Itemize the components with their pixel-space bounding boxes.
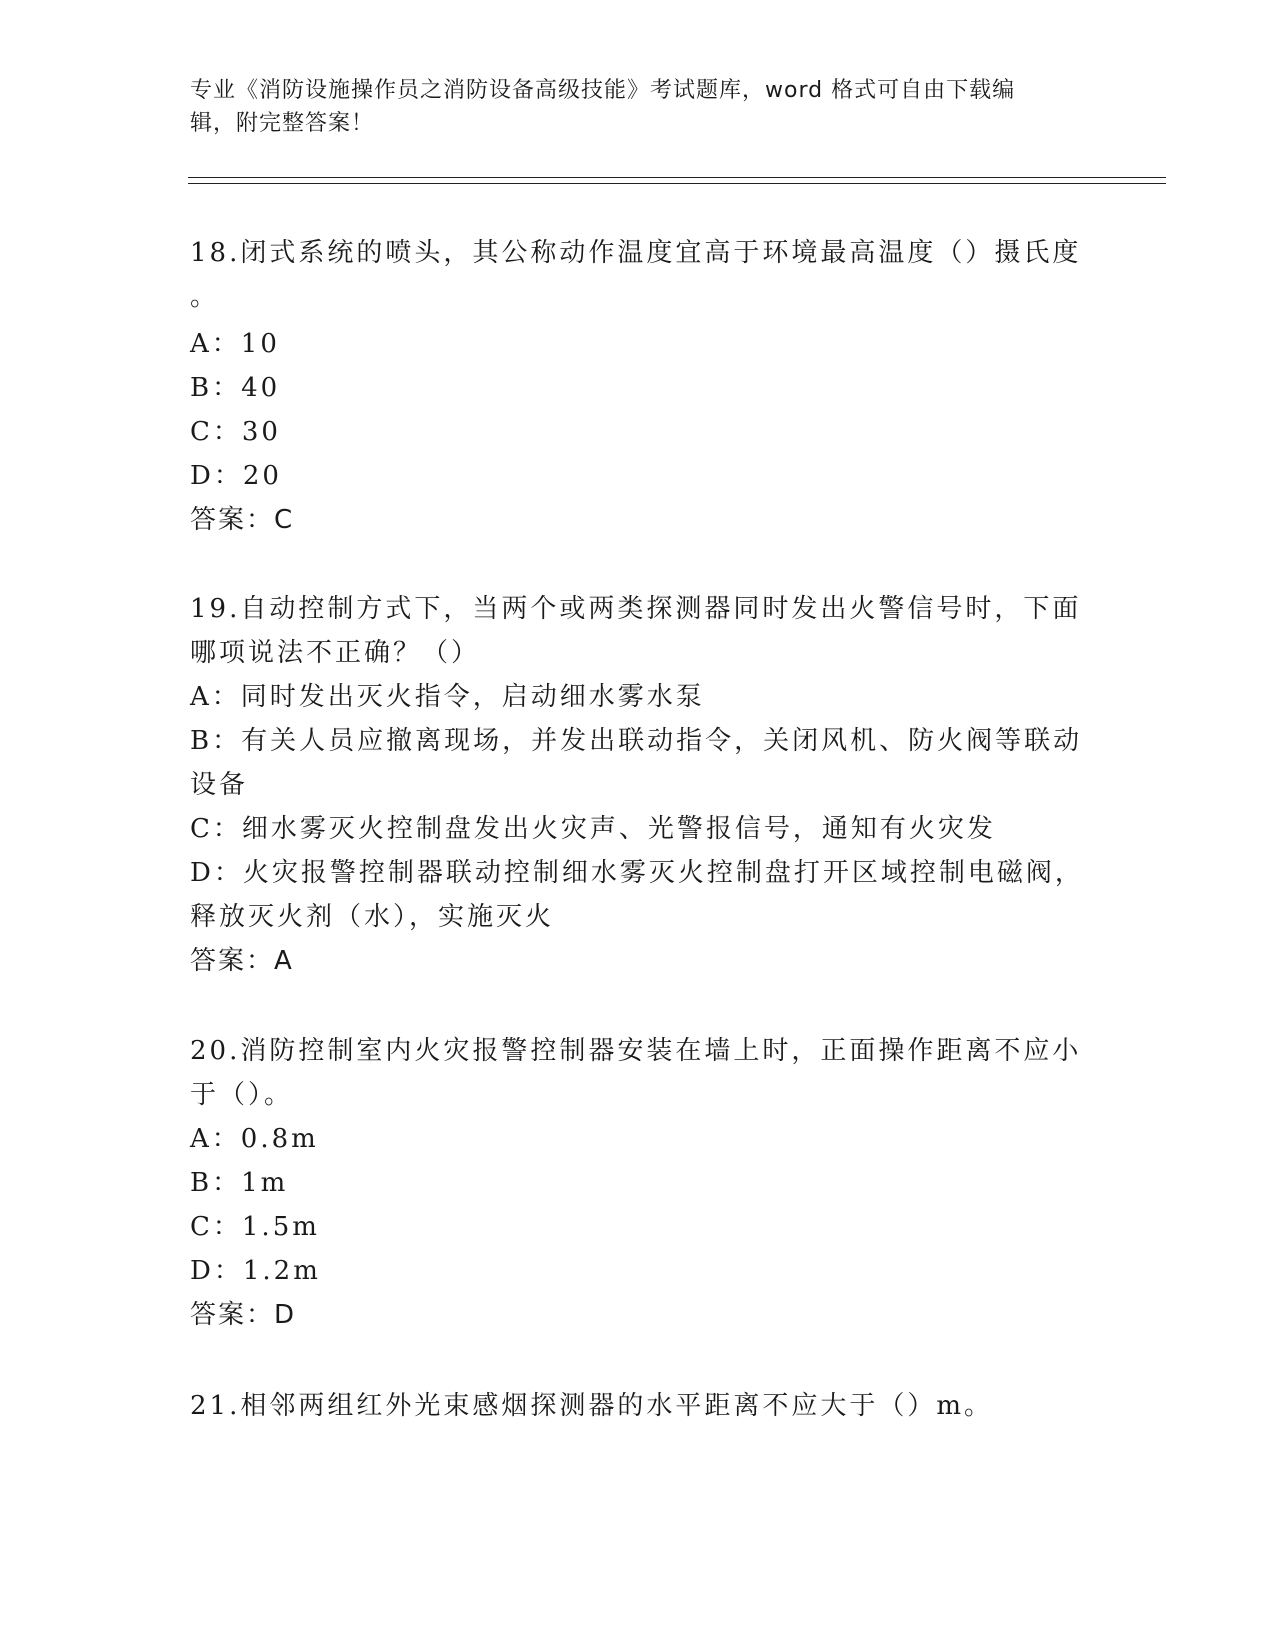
question-20-stem-line-2: 于（）。 xyxy=(190,1080,294,1110)
header-line-1: 专业《消防设施操作员之消防设备高级技能》考试题库，word 格式可自由下载编 xyxy=(190,78,1016,103)
question-19-answer: 答案：A xyxy=(190,946,294,976)
header-divider-top xyxy=(188,177,1166,178)
question-18-answer: 答案：C xyxy=(190,505,295,535)
question-20-stem-line-1: 20.消防控制室内火灾报警控制器安装在墙上时，正面操作距离不应小 xyxy=(190,1036,1082,1066)
question-18-option-c: C：30 xyxy=(190,417,281,447)
question-20-option-c: C：1.5m xyxy=(190,1212,320,1242)
document-header xyxy=(190,74,1070,140)
question-19-option-b-line-1: B：有关人员应撤离现场，并发出联动指令，关闭风机、防火阀等联动 xyxy=(190,726,1083,756)
question-20-option-b: B：1m xyxy=(190,1168,289,1198)
question-19-option-a: A：同时发出灭火指令，启动细水雾水泵 xyxy=(190,682,705,712)
question-19-stem-line-1: 19.自动控制方式下，当两个或两类探测器同时发出火警信号时，下面 xyxy=(190,594,1082,624)
question-20-option-d: D：1.2m xyxy=(190,1256,321,1286)
question-18-option-d: D：20 xyxy=(190,461,282,491)
question-19-option-b-line-2: 设备 xyxy=(190,770,249,800)
question-19-option-d-line-1: D：火灾报警控制器联动控制细水雾灭火控制盘打开区域控制电磁阀， xyxy=(190,858,1084,888)
question-19-option-c: C：细水雾灭火控制盘发出火灾声、光警报信号，通知有火灾发 xyxy=(190,814,996,844)
header-line-2: 辑，附完整答案！ xyxy=(190,111,375,136)
question-18-option-b: B：40 xyxy=(190,373,281,403)
question-18-stem-line-1: 18.闭式系统的喷头，其公称动作温度宜高于环境最高温度（）摄氏度 xyxy=(190,238,1082,268)
question-19-stem-line-2: 哪项说法不正确？（） xyxy=(190,638,481,668)
header-divider-bottom xyxy=(188,183,1166,184)
question-21-stem-line-1: 21.相邻两组红外光束感烟探测器的水平距离不应大于（）m。 xyxy=(190,1391,994,1421)
question-20-option-a: A：0.8m xyxy=(190,1124,319,1154)
question-19-option-d-line-2: 释放灭火剂（水），实施灭火 xyxy=(190,902,555,932)
question-20-answer: 答案：D xyxy=(190,1300,297,1330)
question-18-stem-line-2: 。 xyxy=(190,282,220,312)
question-18-option-a: A：10 xyxy=(190,329,280,359)
